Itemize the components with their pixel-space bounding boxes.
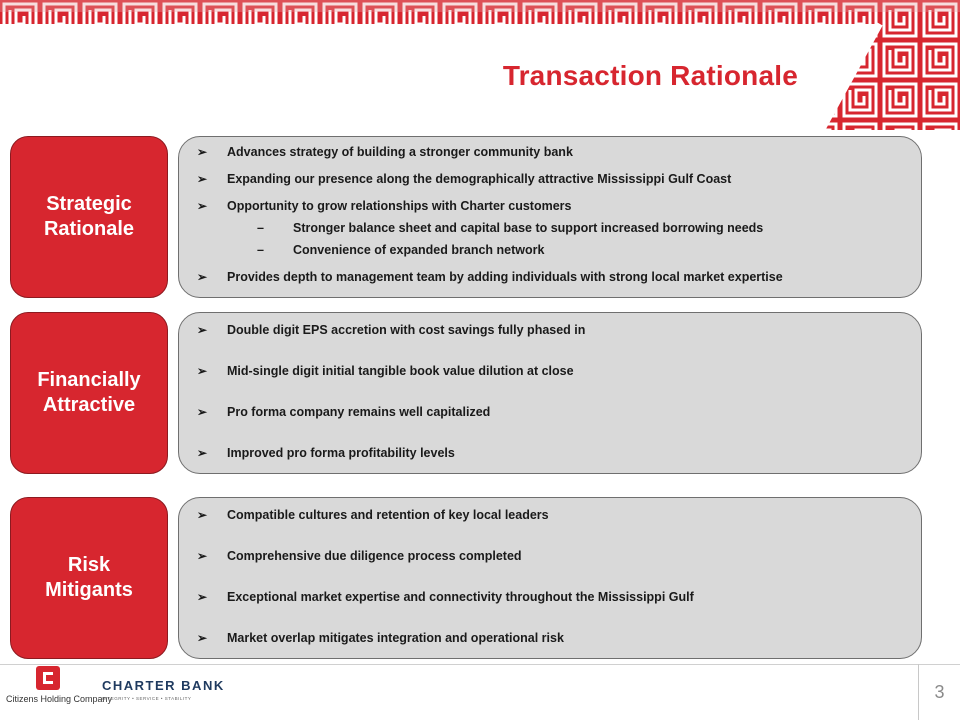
bullet-text: Provides depth to management team by adding individuals with strong local market expertise xyxy=(227,270,783,284)
charter-logo-text: CHARTER BANK xyxy=(102,678,225,693)
arrow-bullet-icon: ➢ xyxy=(197,199,208,213)
bullet-item xyxy=(197,590,901,604)
arrow-bullet-icon: ➢ xyxy=(197,631,208,645)
sub-bullet-item xyxy=(197,243,901,257)
charter-logo-tagline: INTEGRITY • SERVICE • STABILITY xyxy=(102,696,192,701)
risk-mitigants-label xyxy=(10,497,168,659)
bullet-item xyxy=(197,405,901,419)
bullet-text: Mid-single digit initial tangible book value dilution at close xyxy=(227,364,574,378)
bullet-item xyxy=(197,631,901,645)
risk-mitigants-box xyxy=(178,497,922,659)
section-label-line2: Mitigants xyxy=(45,579,133,601)
section-label-line1: Risk xyxy=(67,554,111,576)
bullet-text: Opportunity to grow relationships with Charter customers xyxy=(227,199,572,213)
section-label-line2: Rationale xyxy=(43,218,135,240)
bullet-text: Compatible cultures and retention of key local leaders xyxy=(227,508,549,522)
page-number: 3 xyxy=(934,681,945,702)
arrow-bullet-icon: ➢ xyxy=(197,549,208,563)
citizens-holding-logo xyxy=(6,666,113,714)
bullet-text: Advances strategy of building a stronger community bank xyxy=(227,145,573,159)
dash-bullet-icon: – xyxy=(257,243,264,257)
bullet-item xyxy=(197,364,901,378)
charter-bank-logo xyxy=(102,678,225,708)
bullet-item xyxy=(197,446,901,460)
section-label-line1: Strategic xyxy=(46,193,132,215)
bullet-text: Exceptional market expertise and connectivity throughout the Mississippi Gulf xyxy=(227,590,694,604)
bullet-text: Comprehensive due diligence process completed xyxy=(227,549,522,563)
strategic-rationale-label xyxy=(10,136,168,298)
bullet-item xyxy=(197,145,901,159)
bullet-text: Market overlap mitigates integration and operational risk xyxy=(227,631,564,645)
arrow-bullet-icon: ➢ xyxy=(197,270,208,284)
footer-divider xyxy=(0,664,960,665)
dash-bullet-icon: – xyxy=(257,221,264,235)
bullet-text: Double digit EPS accretion with cost savings fully phased in xyxy=(227,323,586,337)
financially-attractive-label xyxy=(10,312,168,474)
financially-attractive-box xyxy=(178,312,922,474)
bullet-text: Improved pro forma profitability levels xyxy=(227,446,455,460)
bullet-item xyxy=(197,549,901,563)
bullet-item xyxy=(197,172,901,186)
sub-bullet-text: Stronger balance sheet and capital base to support increased borrowing needs xyxy=(293,221,764,235)
page-title: Transaction Rationale xyxy=(502,60,798,91)
section-label-line2: Attractive xyxy=(42,394,136,416)
arrow-bullet-icon: ➢ xyxy=(197,590,208,604)
bullet-text: Pro forma company remains well capitalized xyxy=(227,405,491,419)
arrow-bullet-icon: ➢ xyxy=(197,446,208,460)
section-label-line1: Financially xyxy=(37,369,141,391)
arrow-bullet-icon: ➢ xyxy=(197,323,208,337)
bullet-item xyxy=(197,270,901,284)
arrow-bullet-icon: ➢ xyxy=(197,508,208,522)
sub-bullet-item xyxy=(197,221,901,235)
bullet-item xyxy=(197,508,901,522)
arrow-bullet-icon: ➢ xyxy=(197,172,208,186)
arrow-bullet-icon: ➢ xyxy=(197,405,208,419)
citizens-logo-text: Citizens Holding Company xyxy=(6,694,113,704)
bullet-item xyxy=(197,199,901,213)
bullet-item xyxy=(197,323,901,337)
citizens-logo-icon xyxy=(36,666,60,690)
arrow-bullet-icon: ➢ xyxy=(197,145,208,159)
sub-bullet-text: Convenience of expanded branch network xyxy=(293,243,545,257)
bullet-text: Expanding our presence along the demographically attractive Mississippi Gulf Coast xyxy=(227,172,732,186)
strategic-rationale-box xyxy=(178,136,922,298)
page-number-box xyxy=(918,664,960,720)
arrow-bullet-icon: ➢ xyxy=(197,364,208,378)
